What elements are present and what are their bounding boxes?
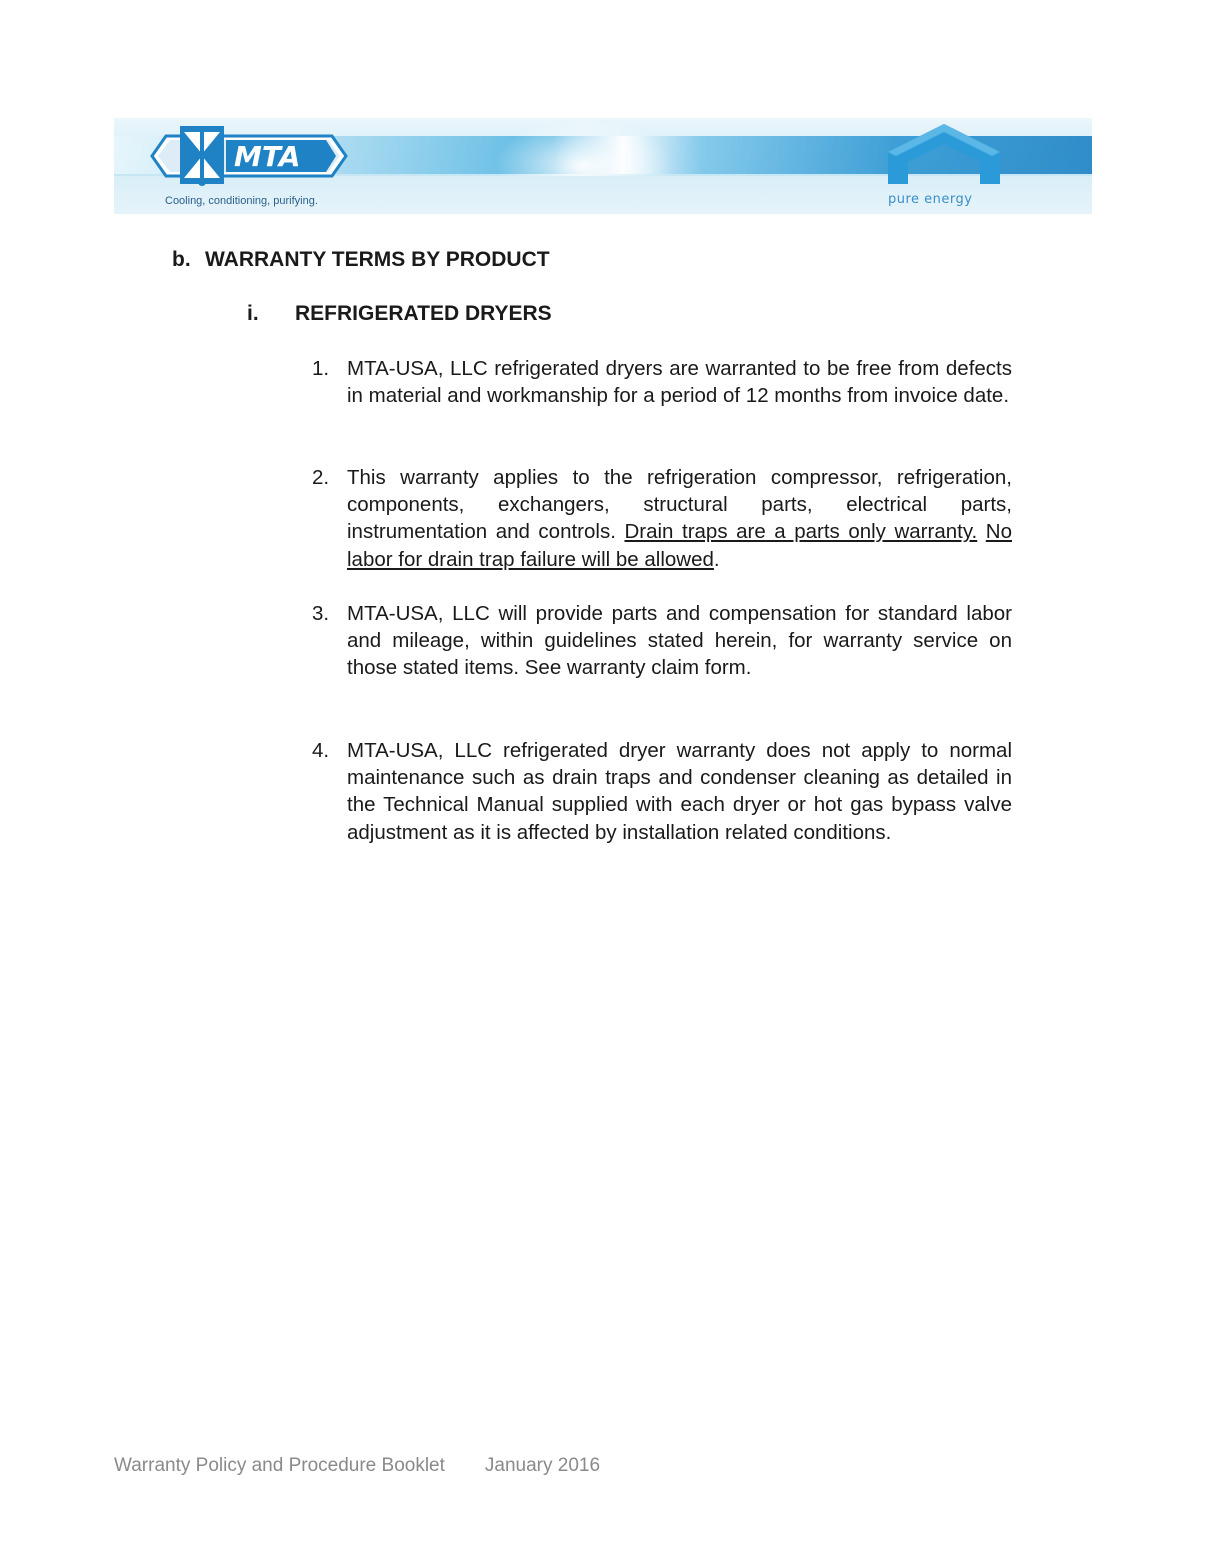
list-number: 2. xyxy=(312,466,330,489)
list-number: 4. xyxy=(312,739,330,762)
section-title: WARRANTY TERMS BY PRODUCT xyxy=(205,248,550,271)
logo-wordmark: MTA xyxy=(234,140,301,173)
list-text xyxy=(347,464,1012,573)
roof-icon xyxy=(888,122,1000,184)
mta-logo xyxy=(144,124,354,188)
section-heading xyxy=(172,248,550,272)
list-number: 1. xyxy=(312,357,330,380)
section-marker: b. xyxy=(172,248,191,271)
list-text: MTA-USA, LLC refrigerated dryers are warranted to be free from defects in material and workmanship for a period of 12 months from invoice date. xyxy=(347,357,1012,408)
list-text: MTA-USA, LLC will provide parts and compensation for standard labor and mileage, within guidelines stated herein, for warranty service on those stated items. See warranty claim form. xyxy=(347,602,1012,680)
footer-title: Warranty Policy and Procedure Booklet xyxy=(114,1455,445,1476)
header-banner xyxy=(114,118,1092,214)
underlined-note: No labor for drain trap failure will be allowed xyxy=(347,520,1013,571)
underlined-note: Drain traps are a parts only warranty. xyxy=(624,520,978,544)
list-text: MTA-USA, LLC refrigerated dryer warranty does not apply to normal maintenance such as drain traps and condenser cleaning as detailed in the Technical Manual supplied with each dryer or hot gas bypass valve adjustment as it is affected by installation related conditions. xyxy=(347,739,1012,844)
list-number: 3. xyxy=(312,602,330,625)
slogan: pure energy xyxy=(888,192,973,207)
end-punctuation: . xyxy=(713,547,720,571)
subsection-heading xyxy=(247,302,552,326)
page-footer xyxy=(114,1455,600,1477)
footer-date: January 2016 xyxy=(484,1455,601,1476)
tagline: Cooling, conditioning, purifying. xyxy=(165,195,318,207)
subsection-marker: i. xyxy=(247,302,259,325)
list-item xyxy=(312,464,1012,573)
list-item xyxy=(312,737,1012,846)
subsection-title: REFRIGERATED DRYERS xyxy=(295,302,552,325)
list-text-body: This warranty applies to the refrigeration compressor, refrigeration, components, exchangers, structural parts, electrical parts, instrumentation and controls. xyxy=(347,466,1012,544)
list-item xyxy=(312,355,1012,409)
list-item xyxy=(312,600,1012,682)
